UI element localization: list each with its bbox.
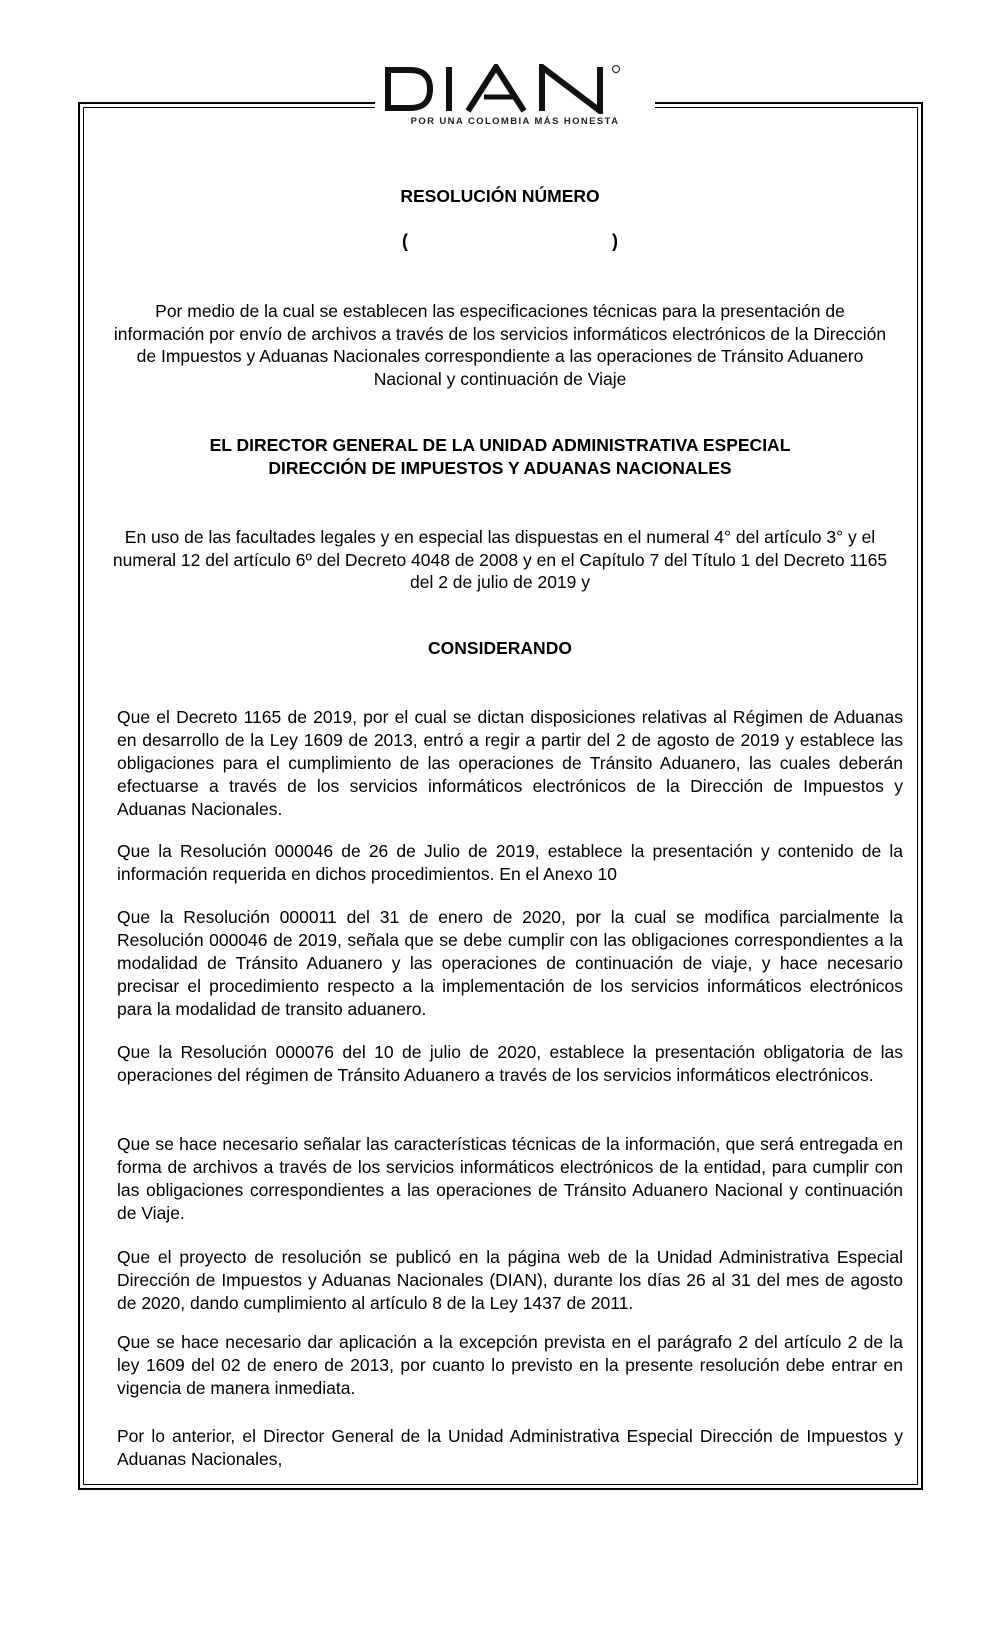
- closing-paragraph: Por lo anterior, el Director General de la Unidad Administrativa Especial Dirección de Impuestos y Aduanas Nacionales,: [117, 1426, 903, 1469]
- dian-logo: [375, 60, 655, 132]
- considerando-heading: CONSIDERANDO: [428, 638, 572, 658]
- considerando-paragraph: Que se hace necesario dar aplicación a la excepción prevista en el parágrafo 2 del artículo 2 de la ley 1609 del 02 de enero de 2013, por cuanto lo previsto en la presente resolución debe entrar en vigencia de manera inmediata.: [117, 1332, 903, 1398]
- number-paren-open: (: [402, 231, 408, 251]
- director-line-2: DIRECCIÓN DE IMPUESTOS Y ADUANAS NACIONALES: [268, 458, 732, 478]
- considerando-paragraph: Que se hace necesario señalar las características técnicas de la información, que será entregada en forma de archivos a través de los servicios informáticos electrónicos de la entidad, para cumplir con las obligaciones correspondientes a las operaciones de Tránsito Aduanero Nacional y continuación de Viaje.: [117, 1134, 903, 1223]
- number-paren-close: ): [612, 231, 618, 251]
- considerando-paragraph: Que la Resolución 000076 del 10 de julio de 2020, establece la presentación obligatoria de las operaciones del régimen de Tránsito Aduanero a través de los servicios informáticos electrónicos.: [117, 1042, 903, 1085]
- resolution-title: RESOLUCIÓN NÚMERO: [400, 186, 600, 206]
- director-line-1: EL DIRECTOR GENERAL DE LA UNIDAD ADMINISTRATIVA ESPECIAL: [209, 435, 791, 455]
- considerando-paragraph: Que la Resolución 000046 de 26 de Julio de 2019, establece la presentación y contenido de la información requerida en dichos procedimientos. En el Anexo 10: [117, 841, 903, 884]
- dian-logo-wordmark: [384, 64, 646, 114]
- considerando-paragraph: Que el Decreto 1165 de 2019, por el cual se dictan disposiciones relativas al Régimen de Aduanas en desarrollo de la Ley 1609 de 2013, entró a regir a partir del 2 de agosto de 2019 y establece las obligaciones para el cumplimiento de las operaciones de Tránsito Aduanero, las cuales deberán efectuarse a través de los servicios informáticos electrónicos de la Dirección de Impuestos y Aduanas Nacionales.: [117, 707, 903, 819]
- legal-faculties-paragraph: En uso de las facultades legales y en especial las dispuestas en el numeral 4° del artículo 3° y el numeral 12 del artículo 6º del Decreto 4048 de 2008 y en el Capítulo 7 del Título 1 del Decreto 1165 del 2 de julio de 2019 y: [112, 527, 888, 592]
- resolution-subject: Por medio de la cual se establecen las especificaciones técnicas para la presentación de información por envío de archivos a través de los servicios informáticos electrónicos de la Dirección de Impuestos y Aduanas Nacionales correspondiente a las operaciones de Tránsito Aduanero Nacional y continuación de Viaje: [113, 301, 887, 389]
- director-heading: [110, 434, 890, 480]
- logo-tagline: POR UNA COLOMBIA MÁS HONESTA: [410, 116, 620, 127]
- considerando-paragraph: Que el proyecto de resolución se publicó en la página web de la Unidad Administrativa Especial Dirección de Impuestos y Aduanas Nacionales (DIAN), durante los días 26 al 31 del mes de agosto de 2020, dando cumplimiento al artículo 8 de la Ley 1437 de 2011.: [117, 1247, 903, 1313]
- considerando-paragraph: Que la Resolución 000011 del 31 de enero de 2020, por la cual se modifica parcialmente la Resolución 000046 de 2019, señala que se debe cumplir con las obligaciones correspondientes a la modalidad de Tránsito Aduanero y las operaciones de continuación de viaje, y hace necesario precisar el procedimiento respecto a la implementación de los servicios informáticos electrónicos para la modalidad de transito aduanero.: [117, 907, 903, 1019]
